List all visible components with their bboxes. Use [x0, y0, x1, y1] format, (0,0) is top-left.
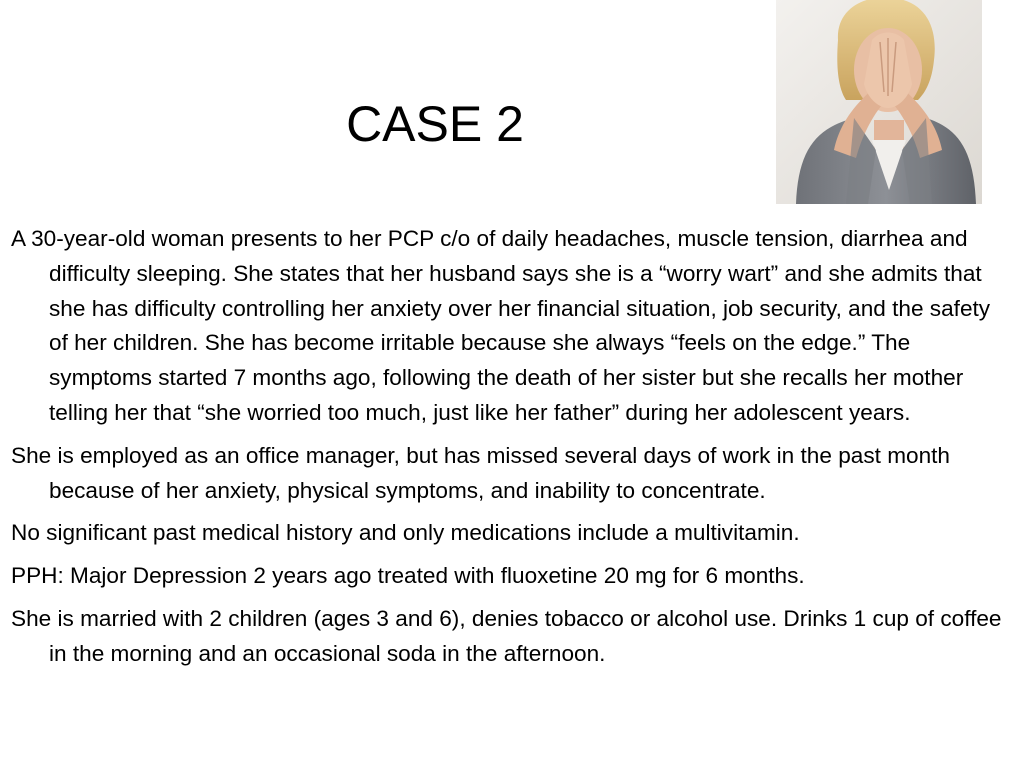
case-paragraph-psychiatric-history: PPH: Major Depression 2 years ago treated with fluoxetine 20 mg for 6 months.	[11, 563, 805, 589]
case-paragraph-employment: She is employed as an office manager, but has missed several days of work in the past month because of her anxiety, physical symptoms, and inability to concentrate.	[11, 442, 950, 503]
case-description-list	[11, 222, 1015, 680]
slide-title: CASE 2	[346, 96, 524, 152]
case-paragraph-medical-history: No significant past medical history and only medications include a multivitamin.	[11, 520, 800, 546]
case-paragraph-social-history: She is married with 2 children (ages 3 and 6), denies tobacco or alcohol use. Drinks 1 cup of coffee in the morning and an occasional soda in the afternoon.	[11, 605, 1002, 666]
case-paragraph-presentation: A 30-year-old woman presents to her PCP c/o of daily headaches, muscle tension, diarrhea and difficulty sleeping. She states that her husband says she is a “worry wart” and she admits that she has difficulty controlling her anxiety over her financial situation, job security, and the safety of her children. She has become irritable because she always “feels on the edge.” The symptoms started 7 months ago, following the death of her sister but she recalls her mother telling her that “she worried too much, just like her father” during her adolescent years.	[11, 226, 991, 425]
distressed-woman-photo	[776, 0, 982, 204]
